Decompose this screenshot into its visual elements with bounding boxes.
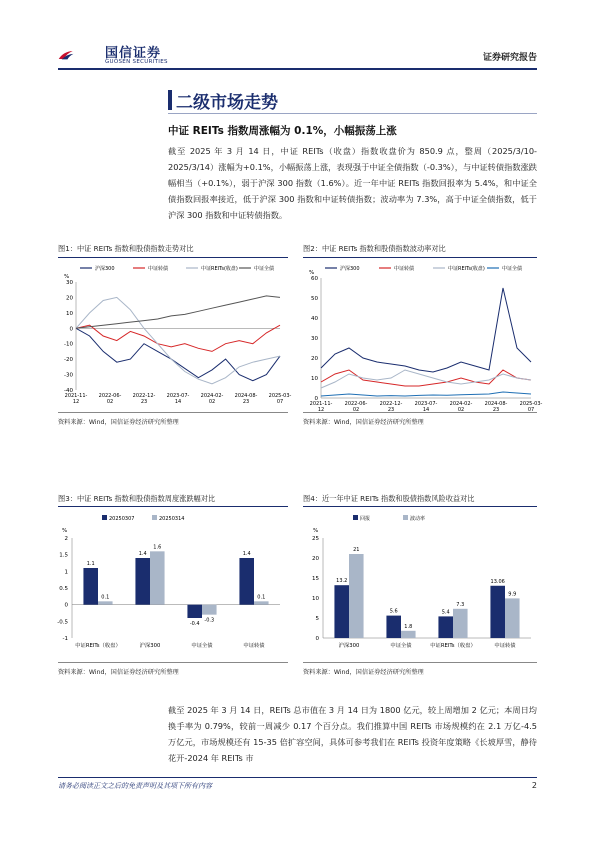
legend-label-1: 中证转债 <box>148 266 169 272</box>
series-line-3 <box>76 296 280 328</box>
series-line-1 <box>76 325 280 351</box>
bar-0-1 <box>349 554 364 638</box>
fig3-caption-rule <box>58 506 288 507</box>
series-line-0 <box>321 288 531 372</box>
bar-value-label-3-1: 9.9 <box>508 591 517 598</box>
bar-0-1 <box>98 601 113 604</box>
y-tick-label-6: 0 <box>314 396 318 402</box>
bar-value-label-2-0: 5.4 <box>441 609 450 616</box>
legend-swatch-1 <box>152 515 157 520</box>
bar-value-label-1-1: 1.6 <box>153 544 162 551</box>
legend-label-2: 中证REITs(收盘) <box>448 266 485 272</box>
y-tick-label-6: -30 <box>64 372 73 379</box>
fig4-caption: 图4：近一年中证 REITs 指数和股债指数风险收益对比 <box>303 494 475 503</box>
category-label-2: 中证REITs（收盘） <box>430 643 476 649</box>
fig1-caption-rule <box>58 257 288 258</box>
y-tick-label-0: 30 <box>66 280 73 286</box>
bar-3-0 <box>239 558 254 605</box>
x-tick-label-3: 2023-07-14 <box>414 401 438 413</box>
fig1-caption: 图1：中证 REITs 指数和股债指数走势对比 <box>58 244 194 253</box>
y-axis-unit: % <box>309 270 315 276</box>
bar-value-label-0-1: 0.1 <box>101 594 110 601</box>
x-tick-label-6: 2025-03-07 <box>519 401 543 413</box>
y-tick-label-4: 5 <box>315 616 319 622</box>
bar-value-label-2-0: -0.4 <box>189 621 200 627</box>
bar-value-label-2-1: -0.3 <box>204 617 215 624</box>
x-tick-label-4: 2024-02-02 <box>449 401 473 413</box>
y-tick-label-2: 10 <box>66 310 73 317</box>
x-tick-label-4: 2024-02-02 <box>200 393 224 405</box>
section-title: 二级市场走势 <box>176 93 278 113</box>
y-tick-label-1: 1.5 <box>59 552 68 559</box>
bar-value-label-3-0: 1.4 <box>242 551 251 557</box>
y-axis-unit: % <box>313 528 319 534</box>
x-tick-label-3: 2023-07-14 <box>166 393 190 405</box>
bar-value-label-2-1: 7.3 <box>456 601 465 608</box>
legend-swatch-0 <box>353 515 358 520</box>
bar-2-1 <box>453 609 468 638</box>
legend-swatch-0 <box>102 515 107 520</box>
category-label-1: 沪深300 <box>139 643 161 649</box>
series-line-3 <box>321 392 531 396</box>
bar-value-label-0-1: 21 <box>353 547 360 553</box>
bar-value-label-1-0: 5.6 <box>389 608 398 615</box>
y-tick-label-3: 0.5 <box>59 586 68 592</box>
x-tick-label-5: 2024-08-23 <box>484 401 508 413</box>
x-tick-label-1: 2022-06-02 <box>344 401 368 413</box>
bar-value-label-3-0: 13.06 <box>490 578 505 585</box>
fig3-source: 资料来源：Wind，国信证券经济研究所整理 <box>58 669 179 676</box>
fig3-source-rule <box>58 662 288 663</box>
bar-2-1 <box>202 605 217 615</box>
y-tick-label-0: 2 <box>64 536 68 542</box>
bar-3-0 <box>490 586 505 638</box>
y-axis-unit: % <box>64 274 70 280</box>
fig2-line-chart <box>303 260 543 413</box>
guosen-logo-icon <box>58 40 102 70</box>
legend-label-3: 中证全债 <box>502 266 523 272</box>
x-tick-label-5: 2024-08-23 <box>234 393 258 405</box>
bar-1-0 <box>135 558 150 605</box>
legend-label-0: 沪深300 <box>95 266 115 272</box>
report-type-label: 证券研究报告 <box>482 53 537 63</box>
fig2-caption-rule <box>303 257 537 258</box>
y-tick-label-3: 30 <box>311 336 318 342</box>
series-line-2 <box>76 297 280 383</box>
bar-1-1 <box>401 631 416 638</box>
x-tick-label-2: 2022-12-23 <box>132 393 156 405</box>
page-number: 2 <box>531 781 537 790</box>
legend-label-1: 20250314 <box>159 516 185 522</box>
bar-value-label-0-0: 1.1 <box>86 561 95 567</box>
y-tick-label-3: 0 <box>69 326 73 333</box>
category-label-3: 中证转债 <box>494 643 516 649</box>
footer-disclaimer-note: 请务必阅读正文之后的免责声明及其项下所有内容 <box>58 782 212 790</box>
bar-3-1 <box>254 601 269 604</box>
bar-0-0 <box>83 568 98 605</box>
y-tick-label-0: 25 <box>312 536 319 542</box>
fig4-source-rule <box>303 662 537 663</box>
y-tick-label-3: 10 <box>312 596 319 602</box>
fig3-bar-chart <box>58 510 288 660</box>
y-tick-label-2: 1 <box>64 569 68 576</box>
y-tick-label-5: -20 <box>64 357 73 364</box>
fig4-source: 资料来源：Wind，国信证券经济研究所整理 <box>303 669 424 676</box>
category-label-3: 中证转债 <box>243 643 265 649</box>
x-tick-label-2: 2022-12-23 <box>379 401 403 413</box>
bar-2-0 <box>438 616 453 638</box>
fig1-line-chart <box>58 260 292 410</box>
category-label-1: 中证全债 <box>390 643 412 649</box>
y-tick-label-4: 0 <box>64 602 68 609</box>
legend-label-0: 20250307 <box>109 516 135 522</box>
fig1-source: 资料来源：Wind，国信证券经济研究所整理 <box>58 419 179 426</box>
legend-label-0: 回报 <box>360 516 371 522</box>
paragraph-1: 截至 2025 年 3 月 14 日，中证 REITs（收盘）指数收盘价为 850.9 点，整周（2025/3/10-2025/3/14）涨幅为+0.1%，小幅振荡上涨，表现强于中证全债指数（-0.3%），与中证转债指数涨跌幅相当（+0.1%），弱于沪深 300 指数（1.6%）。近一年中证 REITs 指数回报率为 5.4%，和中证全债指数回报率接近，低于沪深 300 指数和中证转债指数；波动率为 7.3%，高于中证全债指数，低于沪深 300 指数和中证转债指数。 <box>168 146 537 220</box>
x-tick-label-6: 2025-03-07 <box>268 393 292 405</box>
legend-label-1: 中证转债 <box>394 266 415 272</box>
fig4-caption-rule <box>303 506 537 507</box>
y-tick-label-4: 20 <box>311 356 318 362</box>
bar-3-1 <box>505 598 520 638</box>
bar-0-0 <box>334 585 349 638</box>
legend-label-1: 波动率 <box>410 516 426 522</box>
y-axis-unit: % <box>62 528 68 534</box>
y-tick-label-5: -0.5 <box>57 619 68 626</box>
y-tick-label-1: 20 <box>66 295 73 302</box>
category-label-0: 中证REITs（收盘） <box>75 643 121 649</box>
y-tick-label-5: 10 <box>311 376 318 382</box>
y-tick-label-6: -1 <box>62 636 68 642</box>
bar-1-0 <box>386 616 401 638</box>
category-label-0: 沪深300 <box>338 643 360 649</box>
series-line-0 <box>76 328 280 380</box>
paragraph-2: 截至 2025 年 3 月 14 日，REITs 总市值在 3 月 14 日为 1800 亿元，较上周增加 2 亿元；本周日均换手率为 0.79%，较前一周减少 0.17 个百分点。我们推算中国 REITs 市场规模约在 2.1 万亿-4.5 万亿元，市场规模还有 15-35 倍扩容空间，具体可参考我们在 REITs 投资年度策略《长坡厚雪，静待花开-2024 年 REITs 市 <box>168 705 537 763</box>
bar-2-0 <box>187 605 202 618</box>
category-label-2: 中证全债 <box>191 643 213 649</box>
section-title-underline <box>168 113 537 114</box>
y-tick-label-4: -10 <box>64 341 73 348</box>
logo-cn-text: 国信证券 <box>105 46 162 61</box>
fig1-source-rule <box>58 412 288 413</box>
bar-1-1 <box>150 551 165 604</box>
x-tick-label-1: 2022-06-02 <box>98 393 122 405</box>
fig2-source-rule <box>303 412 537 413</box>
series-line-1 <box>321 370 531 386</box>
logo-en-text: GUOSEN SECURITIES <box>105 59 168 65</box>
y-tick-label-1: 20 <box>312 556 319 562</box>
y-tick-label-5: 0 <box>315 636 319 642</box>
fig4-bar-chart <box>303 510 537 660</box>
legend-label-3: 中证全债 <box>254 266 275 272</box>
footer-rule <box>58 777 537 778</box>
y-tick-label-1: 50 <box>311 296 318 302</box>
y-tick-label-0: 60 <box>311 276 318 282</box>
y-tick-label-2: 40 <box>311 316 318 322</box>
bar-value-label-1-1: 1.8 <box>404 623 413 630</box>
y-tick-label-2: 15 <box>312 576 319 582</box>
fig2-caption: 图2：中证 REITs 指数和股债指数波动率对比 <box>303 244 446 253</box>
section-title-bar <box>168 90 172 110</box>
y-tick-label-7: -40 <box>64 388 73 394</box>
legend-label-0: 沪深300 <box>340 266 360 272</box>
x-tick-label-0: 2021-11-12 <box>309 401 333 413</box>
bar-value-label-1-0: 1.4 <box>138 551 147 557</box>
bar-value-label-0-0: 13.2 <box>336 578 348 585</box>
header-rule <box>58 68 537 70</box>
legend-swatch-1 <box>403 515 408 520</box>
legend-label-2: 中证REITs(收盘) <box>201 266 238 272</box>
section-subtitle: 中证 REITs 指数周涨幅为 0.1%，小幅振荡上涨 <box>168 125 397 137</box>
fig3-caption: 图3：中证 REITs 指数和股债指数周度涨跌幅对比 <box>58 494 216 503</box>
bar-value-label-3-1: 0.1 <box>257 594 266 601</box>
x-tick-label-0: 2021-11-12 <box>64 393 88 405</box>
fig2-source: 资料来源：Wind，国信证券经济研究所整理 <box>303 419 424 426</box>
